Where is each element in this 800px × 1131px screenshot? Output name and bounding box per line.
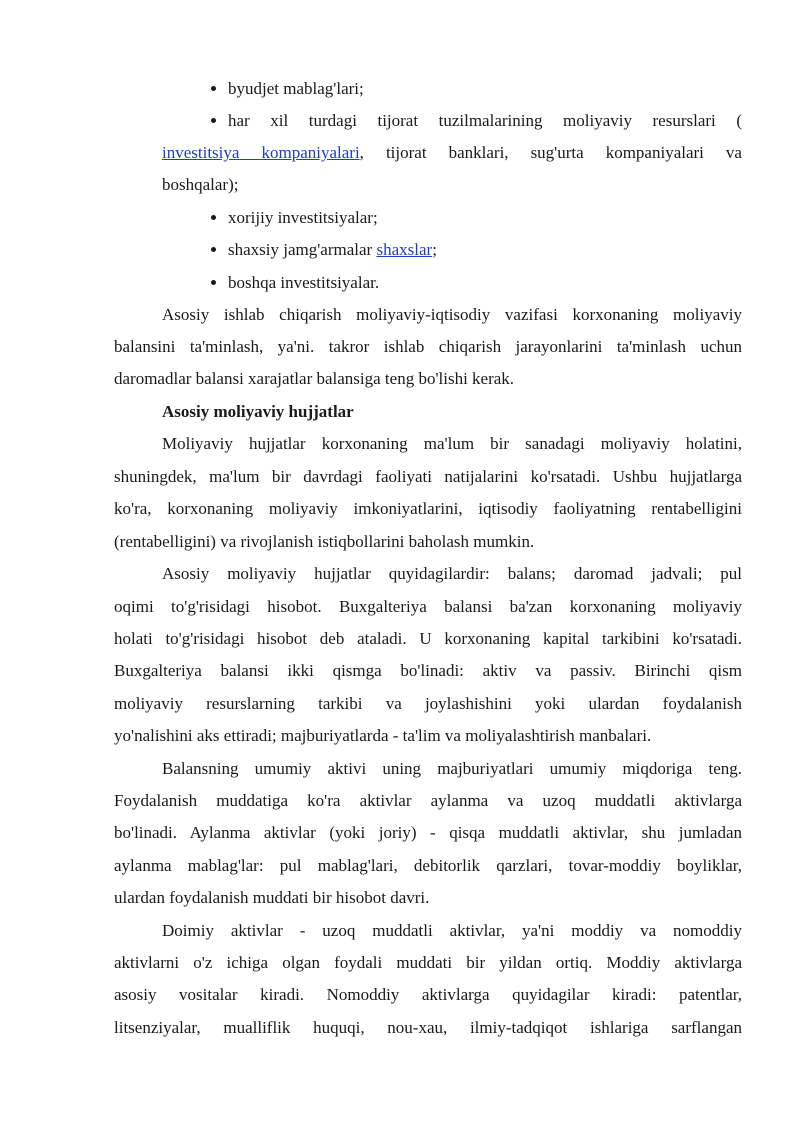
list-item-punct: ;: [432, 240, 437, 259]
paragraph-line: Foydalanish muddatiga ko'ra aktivlar aylanma va uzoq muddatli aktivlarga: [114, 791, 742, 810]
list-item-continuation: [162, 141, 742, 165]
paragraph-line: asosiy vositalar kiradi. Nomoddiy aktivlarga quyidagilar kiradi: patentlar,: [114, 985, 742, 1004]
paragraph-line: Asosiy moliyaviy hujjatlar quyidagilardir: balans; daromad jadvali; pul: [162, 564, 742, 583]
paragraph-line: aktivlarni o'z ichiga olgan foydali muddati bir yildan ortiq. Moddiy aktivlarga: [114, 953, 742, 972]
paragraph-line: litsenziyalar, mualliflik huquqi, nou-xau, ilmiy-tadqiqot ishlariga sarflangan: [114, 1018, 742, 1037]
list-item: [228, 238, 437, 262]
paragraph-line: Asosiy ishlab chiqarish moliyaviy-iqtisodiy vazifasi korxonaning moliyaviy: [162, 305, 742, 324]
section-heading: Asosiy moliyaviy hujjatlar: [162, 402, 354, 421]
list-item-text: shaxsiy jamg'armalar: [228, 240, 377, 259]
bullet-dot: [211, 247, 216, 252]
list-item: boshqa investitsiyalar.: [228, 273, 380, 292]
bullet-dot: [211, 215, 216, 220]
paragraph-line: aylanma mablag'lar: pul mablag'lari, debitorlik qarzlari, tovar-moddiy boyliklar,: [114, 856, 742, 875]
list-item-continuation: boshqalar);: [162, 175, 239, 194]
paragraph-line: Balansning umumiy aktivi uning majburiyatlari umumiy miqdoriga teng.: [162, 759, 742, 778]
persons-link[interactable]: shaxslar: [376, 240, 433, 259]
bullet-dot: [211, 86, 216, 91]
bullet-dot: [211, 280, 216, 285]
paragraph-line: ulardan foydalanish muddati bir hisobot davri.: [114, 888, 430, 907]
paragraph-line: holati to'g'risidagi hisobot deb ataladi. U korxonaning kapital tarkibini ko'rsatadi.: [114, 629, 742, 648]
paragraph-line: Moliyaviy hujjatlar korxonaning ma'lum bir sanadagi moliyaviy holatini,: [162, 434, 742, 453]
paragraph-line: oqimi to'g'risidagi hisobot. Buxgalteriya balansi ba'zan korxonaning moliyaviy: [114, 597, 742, 616]
paragraph-line: Doimiy aktivlar - uzoq muddatli aktivlar, ya'ni moddiy va nomoddiy: [162, 921, 742, 940]
list-item: har xil turdagi tijorat tuzilmalarining moliyaviy resurslari (: [228, 111, 742, 130]
paragraph-line: bo'linadi. Aylanma aktivlar (yoki joriy) - qisqa muddatli aktivlar, shu jumladan: [114, 823, 742, 842]
paragraph-line: moliyaviy resurslarning tarkibi va joylashishini yoki ulardan foydalanish: [114, 694, 742, 713]
paragraph-line: (rentabelligini) va rivojlanish istiqbollarini baholash mumkin.: [114, 532, 535, 551]
paragraph-line: ko'ra, korxonaning moliyaviy imkoniyatlarini, iqtisodiy faoliyatning rentabelligini: [114, 499, 742, 518]
list-item-text: , tijorat banklari, sug'urta kompaniyalari va: [359, 143, 742, 162]
paragraph-line: Buxgalteriya balansi ikki qismga bo'linadi: aktiv va passiv. Birinchi qism: [114, 661, 742, 680]
list-item: xorijiy investitsiyalar;: [228, 208, 378, 227]
investment-companies-link[interactable]: investitsiya kompaniyalari: [162, 143, 360, 162]
paragraph-line: daromadlar balansi xarajatlar balansiga teng bo'lishi kerak.: [114, 369, 515, 388]
paragraph-line: shuningdek, ma'lum bir davrdagi faoliyati natijalarini ko'rsatadi. Ushbu hujjatlarga: [114, 467, 742, 486]
paragraph-line: balansini ta'minlash, ya'ni. takror ishlab chiqarish jarayonlarini ta'minlash uchun: [114, 337, 742, 356]
paragraph-line: yo'nalishini aks ettiradi; majburiyatlarda - ta'lim va moliyalashtirish manbalari.: [114, 726, 652, 745]
bullet-dot: [211, 118, 216, 123]
list-item: byudjet mablag'lari;: [228, 79, 364, 98]
